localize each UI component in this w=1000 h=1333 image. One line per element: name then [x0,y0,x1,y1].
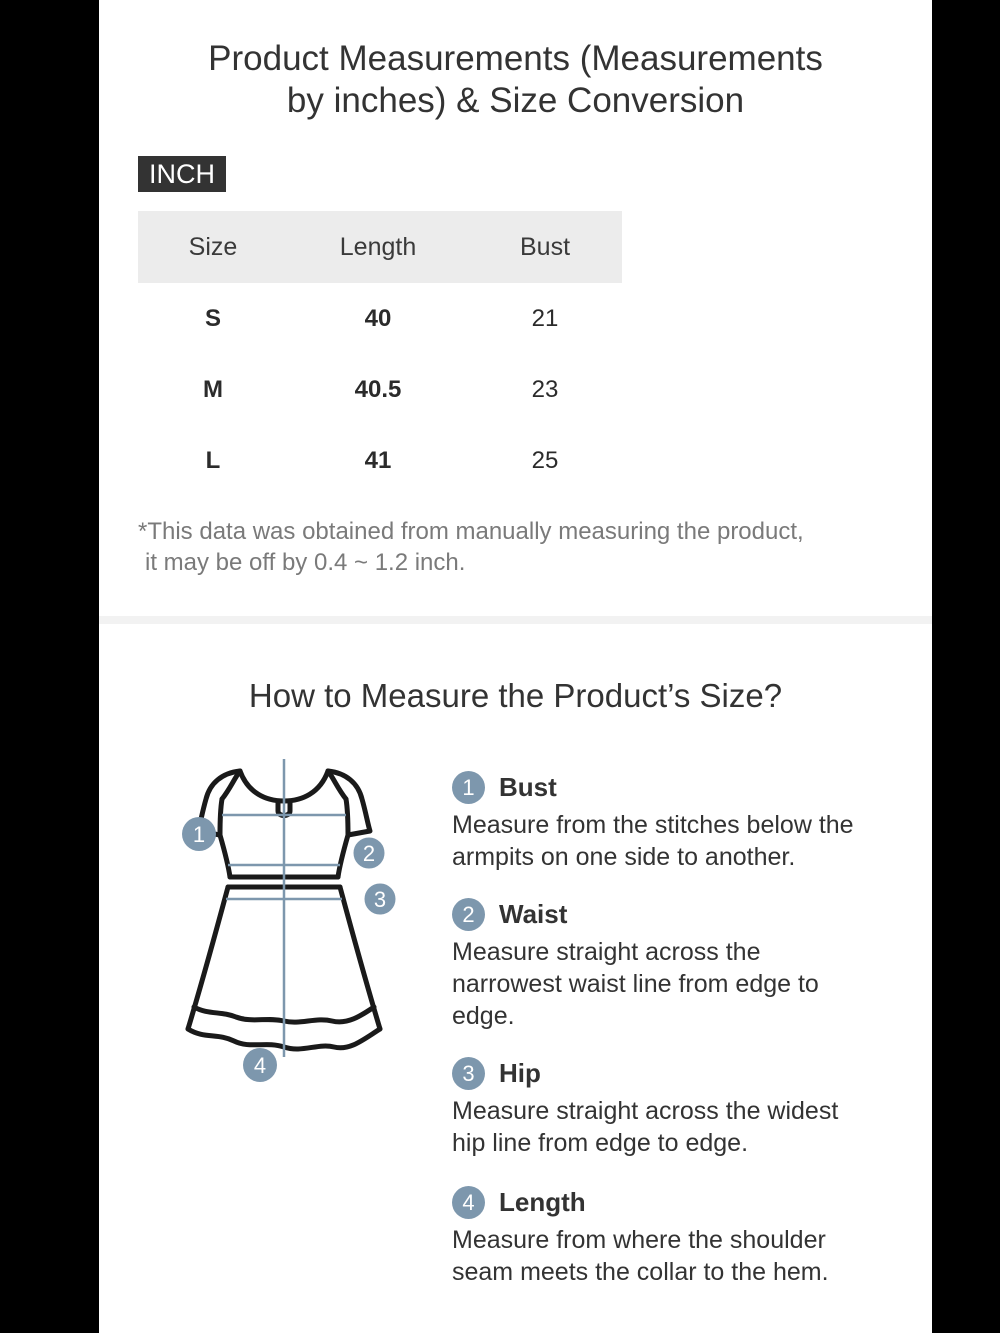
step-number: 4 [452,1186,485,1219]
section-title: How to Measure the Product’s Size? [248,677,783,714]
step-title: Length [499,1186,586,1217]
step-desc-line: hip line from edge to edge. [452,1129,749,1157]
step-desc-line: armpits on one side to another. [452,843,796,871]
step-bust [452,769,912,873]
marker-2 [352,836,386,870]
step-length [452,1184,912,1288]
header-size: Size [138,211,288,283]
step-desc-line: Measure from where the shoulder [452,1226,826,1254]
step-number: 3 [452,1057,485,1090]
step-desc-line: narrowest waist line from edge to [452,970,819,998]
note-line-1: *This data was obtained from manually measuring the product, [138,518,804,545]
table-row [138,425,622,496]
cell-bust: 23 [531,375,559,403]
step-title: Bust [499,771,557,802]
step-description [452,1095,912,1159]
page-title [99,38,932,122]
step-desc-line: edge. [452,1002,515,1030]
table-row [138,283,622,354]
cell-size: L [205,446,221,474]
marker-3 [363,882,397,916]
step-number: 2 [452,898,485,931]
table-header-row [138,211,622,283]
size-table [138,211,622,496]
cell-bust: 25 [531,446,559,474]
svg-text:4: 4 [253,1053,267,1078]
step-title: Hip [499,1057,541,1088]
step-description [452,809,912,873]
header-bust: Bust [468,211,622,283]
dress-diagram-icon [174,759,414,1089]
svg-text:1: 1 [192,822,206,847]
measurements-card [99,0,932,616]
section-divider [99,616,932,624]
cell-length: 40 [364,304,392,332]
step-description [452,936,912,1032]
measure-steps [452,769,912,1288]
cell-bust: 21 [531,304,559,332]
cell-size: S [204,304,221,332]
marker-1 [182,817,216,851]
step-title: Waist [499,898,568,929]
unit-badge: INCH [138,156,226,192]
table-row [138,354,622,425]
measurement-note [138,516,918,578]
cell-length: 40.5 [354,375,402,403]
svg-text:2: 2 [362,841,376,866]
svg-text:3: 3 [373,887,387,912]
header-length: Length [288,211,468,283]
step-hip [452,1055,912,1159]
step-waist [452,896,912,1032]
note-line-2: it may be off by 0.4 ~ 1.2 inch. [145,549,466,576]
step-number: 1 [452,771,485,804]
step-desc-line: Measure straight across the [452,938,761,966]
how-to-measure-card [99,624,932,1333]
step-desc-line: Measure straight across the widest [452,1097,839,1125]
step-desc-line: seam meets the collar to the hem. [452,1258,829,1286]
title-line-1: Product Measurements (Measurements [208,39,823,78]
title-line-2: by inches) & Size Conversion [286,81,745,120]
marker-4 [243,1048,277,1082]
cell-size: M [203,375,223,403]
step-description [452,1224,912,1288]
cell-length: 41 [364,446,392,474]
step-desc-line: Measure from the stitches below the [452,811,854,839]
